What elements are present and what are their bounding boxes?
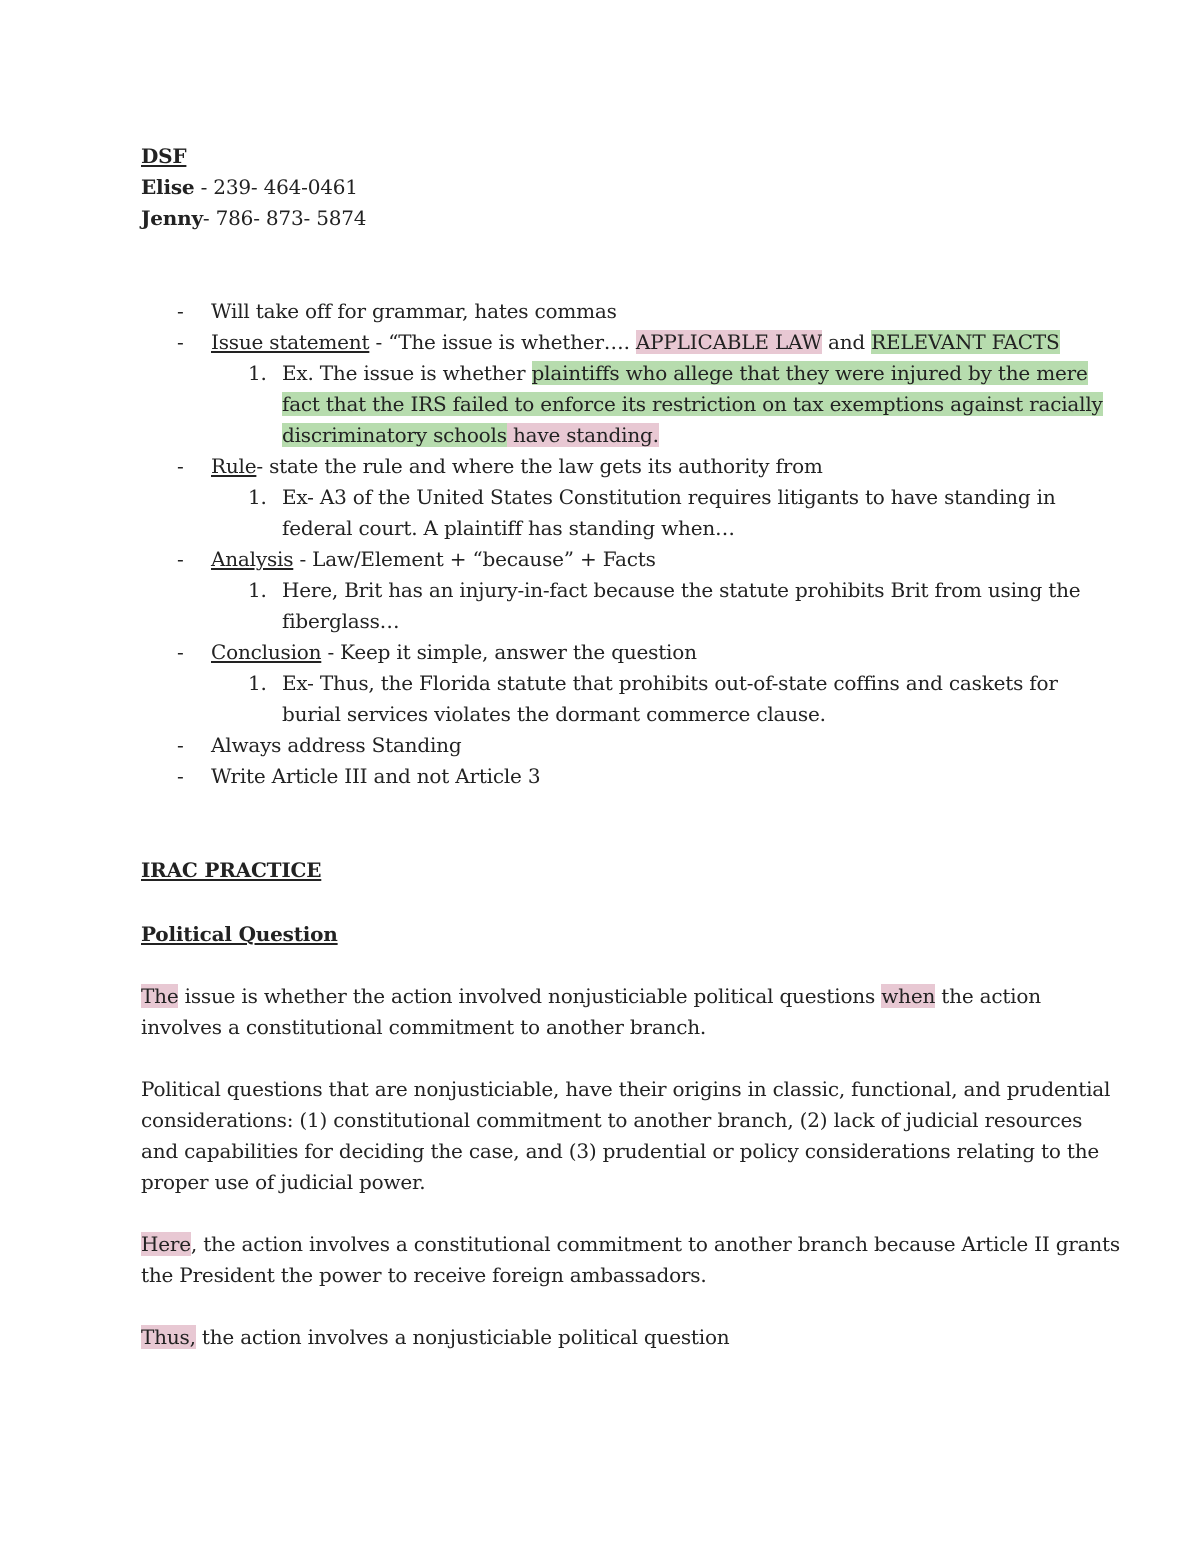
analysis-paragraph: Here, the action involves a constitutional commitment to another branch because Article II grants	[141, 1232, 1120, 1256]
issue-paragraph-cont: involves a constitutional commitment to another branch.	[141, 1015, 707, 1039]
list-subitem-cont: discriminatory schools have standing.	[282, 423, 659, 447]
conclusion-paragraph: Thus, the action involves a nonjusticiable political question	[141, 1325, 730, 1349]
list-item-conclusion: - Conclusion - Keep it simple, answer the question	[177, 640, 697, 664]
list-item-rule: - Rule- state the rule and where the law gets its authority from	[177, 454, 823, 478]
analysis-paragraph-cont: the President the power to receive foreign ambassadors.	[141, 1263, 707, 1287]
rule-paragraph-cont: proper use of judicial power.	[141, 1170, 426, 1194]
list-subitem: 1. Here, Brit has an injury-in-fact because the statute prohibits Brit from using the	[248, 578, 1081, 602]
list-item: - Always address Standing	[177, 733, 462, 757]
rule-paragraph: Political questions that are nonjusticiable, have their origins in classic, functional, and prudential	[141, 1077, 1111, 1101]
list-subitem-cont: burial services violates the dormant commerce clause.	[282, 702, 826, 726]
section-subheading: Political Question	[141, 922, 338, 946]
rule-paragraph-cont: and capabilities for deciding the case, and (3) prudential or policy considerations relating to the	[141, 1139, 1100, 1163]
list-subitem-cont: fiberglass…	[282, 609, 400, 633]
contact-elise: Elise - 239- 464-0461	[141, 175, 358, 199]
section-heading: IRAC PRACTICE	[141, 858, 322, 882]
list-item: - Write Article III and not Article 3	[177, 764, 541, 788]
list-subitem: 1. Ex. The issue is whether plaintiffs who allege that they were injured by the mere	[248, 361, 1088, 385]
list-item-analysis: - Analysis - Law/Element + “because” + Facts	[177, 547, 656, 571]
rule-paragraph-cont: considerations: (1) constitutional commitment to another branch, (2) lack of judicial resources	[141, 1108, 1083, 1132]
list-subitem: 1. Ex- A3 of the United States Constitution requires litigants to have standing in	[248, 485, 1056, 509]
list-subitem-cont: fact that the IRS failed to enforce its restriction on tax exemptions against racially	[282, 392, 1103, 416]
list-item-issue: - Issue statement - “The issue is whether…. APPLICABLE LAW and RELEVANT FACTS	[177, 330, 1060, 354]
issue-paragraph: The issue is whether the action involved nonjusticiable political questions when the action	[141, 984, 1041, 1008]
doc-title: DSF	[141, 144, 187, 168]
list-subitem-cont: federal court. A plaintiff has standing when…	[282, 516, 735, 540]
list-subitem: 1. Ex- Thus, the Florida statute that prohibits out-of-state coffins and caskets for	[248, 671, 1058, 695]
list-item: - Will take off for grammar, hates commas	[177, 299, 617, 323]
contact-jenny: Jenny- 786- 873- 5874	[141, 206, 367, 230]
